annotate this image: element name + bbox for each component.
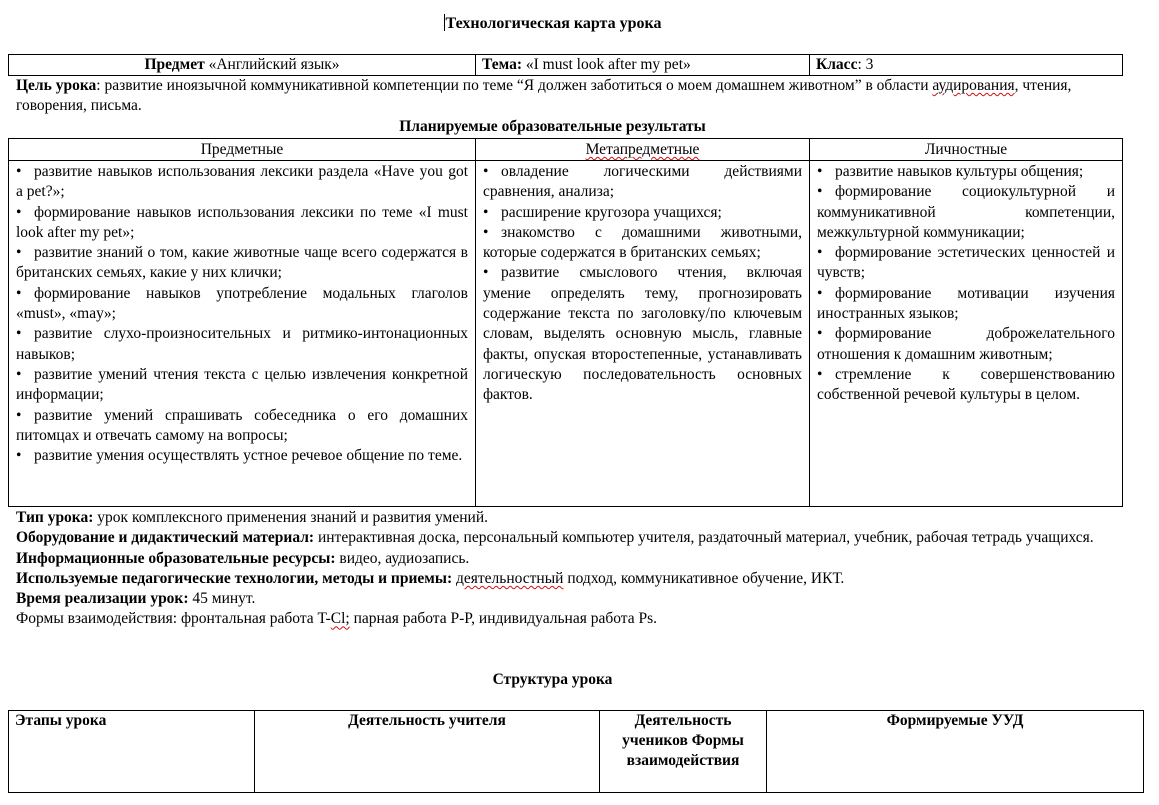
structure-table <box>8 710 1144 793</box>
list-item: • развитие навыков культуры общения; <box>817 163 1084 180</box>
results-title: Планируемые образовательные результаты <box>399 118 706 135</box>
list-item: • овладение логическими действиями сравнения, анализа; <box>483 163 802 201</box>
meta-results-cell <box>476 161 810 507</box>
lesson-resources <box>16 549 1106 569</box>
list-item: • формирование навыков использования лексики по теме «I must look after my pet»; <box>16 203 468 241</box>
column-header-personal: Личностные <box>810 139 1123 161</box>
subject-value: «Английский язык» <box>208 56 340 73</box>
grade-label: Класс <box>816 56 858 73</box>
column-header-meta <box>476 139 810 161</box>
lesson-technologies <box>16 569 1106 589</box>
page-title-text: Технологическая карта урока <box>445 15 662 32</box>
column-header-meta-text: Метапредметные <box>585 141 700 158</box>
meta-results-list <box>483 162 802 406</box>
subject-label: Предмет <box>144 56 205 73</box>
column-header-subject: Предметные <box>9 139 476 161</box>
col-stages: Этапы урока <box>9 711 255 793</box>
goal-text-1: : развитие иноязычной коммуникативной компетенции по теме “Я должен заботиться о моем домашнем животном” в области <box>96 77 933 94</box>
list-item: • формирование эстетических ценностей и чувств; <box>817 244 1115 282</box>
forms-suffix: парная работа P-P, индивидуальная работа Ps. <box>349 610 658 628</box>
personal-results-cell <box>810 161 1123 507</box>
results-table <box>8 138 1123 507</box>
list-item: • развитие смыслового чтения, включая умение определять тему, прогнозировать содержание текста по заголовку/по ключевым словам, выделять основную мысль, главные факты, опуская второстепенные, устанавливать логическую последовательность основных фактов. <box>483 264 802 404</box>
forms-underlined: Cl; <box>330 610 350 628</box>
lesson-type <box>16 508 1106 528</box>
list-item: • знакомство с домашними животными, которые содержатся в британских семьях; <box>483 223 802 262</box>
grade-value: : 3 <box>857 56 874 73</box>
topic-cell <box>476 55 810 76</box>
list-item: • развитие навыков использования лексики раздела «Have you got a pet?»; <box>16 163 468 201</box>
tech-value: подход, коммуникативное обучение, ИКТ. <box>563 569 845 587</box>
subject-results-cell <box>9 161 476 507</box>
lesson-equipment <box>16 528 1106 548</box>
forms-prefix: Формы взаимодействия: фронтальная работа T- <box>16 610 331 628</box>
equipment-label: Оборудование и дидактический материал: <box>16 529 315 547</box>
col-teacher: Деятельность учителя <box>255 711 600 793</box>
list-item: • развитие умения осуществлять устное речевое общение по теме. <box>16 447 463 465</box>
lesson-info <box>16 508 1106 630</box>
list-item: • развитие умений чтения текста с целью извлечения конкретной информации; <box>16 365 468 404</box>
col-uud: Формируемые УУД <box>767 711 1144 793</box>
personal-results-list <box>817 162 1115 406</box>
list-item: • формирование мотивации изучения иностранных языков; <box>817 284 1115 323</box>
lesson-goal <box>16 76 1106 116</box>
topic-label: Тема: <box>482 56 522 73</box>
list-item: • развитие умений спрашивать собеседника о его домашних питомцах и отвечать самому на вопросы; <box>16 406 468 444</box>
equipment-value: интерактивная доска, персональный компьютер учителя, раздаточный материал, учебник, рабочая тетрадь учащихся. <box>314 529 1094 547</box>
list-item: • формирование навыков употребление модальных глаголов «must», «may»; <box>16 284 468 323</box>
list-item: • развитие знаний о том, какие животные чаще всего содержатся в британских семьях, какие у них клички; <box>16 244 468 282</box>
structure-title: Структура урока <box>492 671 613 688</box>
goal-label: Цель урока <box>16 77 97 94</box>
lesson-type-value: урок комплексного применения знаний и развития умений. <box>93 509 488 526</box>
list-item: • развитие слухо-произносительных и ритмико-интонационных навыков; <box>16 325 468 363</box>
lesson-type-label: Тип урока: <box>16 509 94 526</box>
goal-text-underlined: аудирования <box>932 77 1015 94</box>
tech-label: Используемые педагогические технологии, методы и приемы: <box>16 569 453 587</box>
subject-results-list <box>16 162 468 466</box>
resources-value: видео, аудиозапись. <box>335 549 470 567</box>
goal-text-2: , чтения, говорения, письма. <box>16 77 1072 114</box>
page-title <box>0 14 1105 33</box>
subject-cell <box>9 55 476 76</box>
list-item: • стремление к совершенствованию собственной речевой культуры в целом. <box>817 365 1115 404</box>
list-item: • расширение кругозора учащихся; <box>483 203 722 221</box>
tech-underlined: деятельностный <box>456 569 564 587</box>
grade-cell <box>810 55 1123 76</box>
list-item: • формирование доброжелательного отношения к домашним животным; <box>817 325 1115 363</box>
time-label: Время реализации урок: <box>16 590 189 608</box>
lesson-header-table <box>8 54 1123 76</box>
interaction-forms <box>16 609 1106 629</box>
list-item: • формирование социокультурной и коммуникативной компетенции, межкультурной коммуникации; <box>817 183 1115 241</box>
resources-label: Информационные образовательные ресурсы: <box>16 549 336 567</box>
topic-value: «I must look after my pet» <box>525 56 691 73</box>
col-students: Деятельность учеников Формы взаимодействия <box>600 711 767 793</box>
lesson-time <box>16 589 1106 609</box>
time-value: 45 минут. <box>188 590 256 608</box>
text-cursor <box>444 14 445 31</box>
